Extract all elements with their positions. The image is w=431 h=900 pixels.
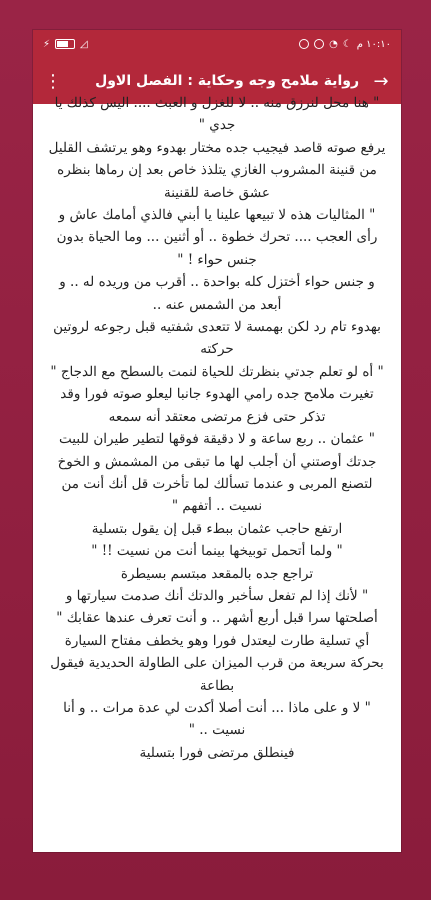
more-vert-icon[interactable]: ⋮ bbox=[44, 70, 62, 92]
signal-icon: ◿ bbox=[80, 38, 88, 50]
status-time: ١٠:١٠ م bbox=[356, 38, 391, 50]
paragraph: " أه لو تعلم جدتي بنظرتك للحياة لنمت بالسطح مع الدجاج " bbox=[50, 363, 384, 380]
paragraph: و جنس حواء أختزل كله بواحدة .. أقرب من وريده له .. و أبعد من الشمس عنه .. bbox=[59, 274, 375, 313]
paragraph: " المثاليات هذه لا تبيعها علينا يا أبني فالذي أمامك عاش و رأى العجب .... تحرك خطوة .. أو أثنين ... وما الحياة بدون جنس حواء ! " bbox=[56, 207, 378, 268]
status-left bbox=[43, 39, 88, 50]
paragraph: فينطلق مرتضى فورا بتسلية bbox=[139, 744, 295, 761]
story-text bbox=[33, 95, 401, 852]
arrow-right-icon[interactable]: → bbox=[373, 70, 389, 92]
paragraph: يرفع صوته قاصد فيجيب جده مختار بهدوء وهو يرتشف القليل من قنينة المشروب الغازي يتلذذ خاص بعد إن رماها بنظره عشق خاصة للقنينة bbox=[48, 139, 386, 201]
alarm-icon bbox=[299, 39, 309, 49]
chapter-title: رواية ملامح وجه وحكاية : الفصل الاول bbox=[95, 73, 359, 89]
flash-icon: ⚡ bbox=[43, 38, 51, 50]
status-bar bbox=[33, 30, 401, 58]
wifi-icon: ◔ bbox=[329, 38, 338, 50]
paragraph: تراجع جده بالمقعد مبتسم بسيطرة bbox=[120, 565, 314, 582]
paragraph: " عثمان .. ربع ساعة و لا دقيقة فوقها لتطير طيران للبيت جدتك أوصتني أن أجلب لها ما تبقى من المشمش و الخوخ لتصنع المربى و عندما تسألك لما تأخرت قل أنك أنت من نسيت .. أتفهم " bbox=[57, 431, 377, 515]
paragraph: أي تسلية طارت ليعتدل فورا وهو يخطف مفتاح السيارة بحركة سريعة من قرب الميزان على الطاولة الحديدية فيقول بطاعة bbox=[50, 632, 384, 694]
no-disturb-icon: ☾ bbox=[342, 38, 352, 50]
status-right bbox=[299, 39, 391, 50]
phone-screen bbox=[33, 30, 401, 852]
settings-icon bbox=[314, 39, 324, 49]
paragraph: ارتفع حاجب عثمان ببطء قبل إن يقول بتسلية bbox=[91, 520, 343, 537]
battery-icon bbox=[55, 39, 75, 49]
paragraph: " لأنك إذا لم تفعل سأخبر والدتك أنك صدمت سيارتها و أصلحتها سرا قبل أربع أشهر .. و أنت تعرف عندها عقابك " bbox=[56, 587, 378, 627]
paragraph: " ولما أتحمل توبيخها بينما أنت من نسيت !! " bbox=[91, 543, 343, 560]
paragraph: " هنا محل لنرزق منه .. لا للغزل و العبث .... اليس كذلك يا جدي " bbox=[54, 95, 380, 134]
paragraph: " لا و على ماذا ... أنت أصلا أكدت لي عدة مرات .. و أنا نسيت .. " bbox=[63, 699, 371, 739]
paragraph: تغيرت ملامح جده رامي الهدوء جانبا ليعلو صوته فورا وقد تذكر حتى فزع مرتضى معتقد أنه سمعه bbox=[60, 386, 374, 425]
paragraph: بهدوء تام رد لكن بهمسة لا تتعدى شفتيه قبل رجوعه لروتين حركته bbox=[53, 319, 381, 358]
